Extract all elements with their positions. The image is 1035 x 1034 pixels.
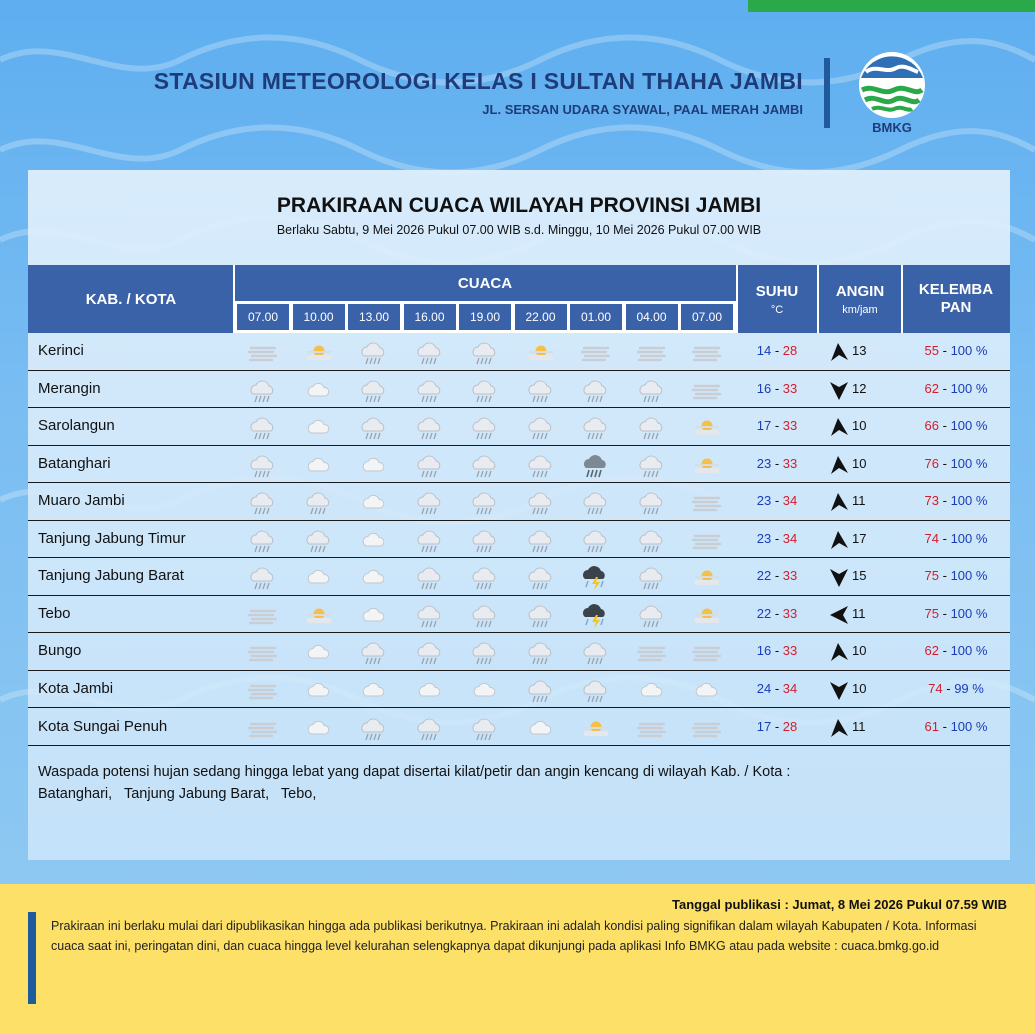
haze-icon [635,715,669,741]
humidity-max: 100 % [950,418,988,434]
temperature-range [736,531,818,546]
rain-icon [579,489,613,515]
wind [818,452,902,478]
partly-sunny-icon [579,715,613,741]
hour-label: 22.00 [515,304,567,330]
humidity-min: 76 [924,455,940,471]
humidity-max: 100 % [950,643,988,659]
cloudy-icon [413,677,447,703]
wind [818,377,902,403]
humidity-range [902,418,1010,433]
range-dash: - [771,680,783,696]
rain-icon [413,414,447,440]
range-dash: - [771,530,783,546]
table-row [28,371,1010,409]
range-dash: - [939,605,951,621]
weather-warning [38,761,918,805]
footer-accent-bar [28,912,36,1004]
temp-max: 28 [782,343,798,358]
footer-note: Prakiraan ini berlaku mulai dari dipublikasikan hingga ada publikasi berikutnya. Prakiraan ini adalah kondisi paling signifikan dalam wilayah Kabupaten / Kota. Informasi cuaca saat ini, peringatan dini, dan cuaca hingga level kelurahan selengkapnya dapat dikunjungi pada aplikasi Info BMKG atau pada website : cuaca.bmkg.go.id [51,919,977,953]
haze-icon [246,677,280,703]
haze-icon [690,639,724,665]
wind-speed: 10 [852,643,867,659]
haze-icon [690,715,724,741]
cloudy-icon [302,715,336,741]
rain-icon [246,527,280,553]
temp-max: 33 [782,418,798,434]
temp-max: 28 [782,718,798,734]
cloudy-icon [302,377,336,403]
range-dash: - [771,643,783,659]
rain-icon [524,414,558,440]
temperature-range [736,381,818,396]
humidity-range [902,493,1010,508]
header-angin-unit: km/jam [842,303,878,316]
wind [818,677,902,703]
region-name: Tanjung Jabung Barat [38,567,184,585]
wind [818,489,902,515]
humidity-max: 100 % [950,455,988,471]
header-suhu-label: SUHU [755,282,799,300]
humidity-max: 99 % [954,680,984,696]
rain-icon [524,489,558,515]
temp-min: 23 [756,493,772,509]
cloudy-icon [302,564,336,590]
rain-icon [246,452,280,478]
temp-min: 24 [756,680,772,696]
cloudy-icon [357,527,391,553]
temp-max: 34 [782,493,798,509]
header-kelembapan [902,265,1010,333]
rain-icon [468,639,502,665]
wind [818,339,902,365]
rain-icon [413,715,447,741]
wind-arrow-icon [828,641,850,663]
header-kab-kota: KAB. / KOTA [85,290,177,308]
rain-icon [579,377,613,403]
temp-max: 34 [782,530,798,546]
hour-label: 13.00 [348,304,400,330]
wind [818,715,902,741]
region-name: Batanghari [38,454,111,472]
rain-icon [246,377,280,403]
temp-min: 22 [756,605,772,621]
cloudy-icon [635,677,669,703]
rain-icon [579,527,613,553]
humidity-range [902,643,1010,658]
header [0,50,1035,140]
wind-speed: 10 [852,455,867,471]
header-suhu-unit: °C [770,303,784,316]
wind-arrow-icon [828,491,850,513]
thunder-icon [579,564,613,590]
humidity-range [902,456,1010,471]
range-dash: - [771,418,783,434]
range-dash: - [771,380,783,396]
rain-icon [357,339,391,365]
haze-icon [635,339,669,365]
rain-icon [413,527,447,553]
humidity-range [902,531,1010,546]
region-name: Kota Jambi [38,679,114,697]
haze-icon [246,715,280,741]
header-kelembapan-line1: KELEMBA [918,281,994,298]
temperature-range [736,343,818,358]
rain-icon [635,414,669,440]
rain-icon [413,602,447,628]
humidity-max: 100 % [950,343,988,358]
humidity-range [902,568,1010,583]
rain-icon [524,602,558,628]
rain-icon [246,564,280,590]
temperature-range [736,493,818,508]
rain-icon [468,452,502,478]
hour-columns [234,301,736,333]
temp-min: 17 [756,718,772,734]
forecast-validity: Berlaku Sabtu, 9 Mei 2026 Pukul 07.00 WIB s.d. Minggu, 10 Mei 2026 Pukul 07.00 WIB [276,223,762,237]
haze-icon [690,339,724,365]
temp-min: 23 [756,455,772,471]
wind [818,414,902,440]
humidity-min: 55 [924,343,940,358]
cloudy-icon [302,639,336,665]
wind-speed: 10 [852,418,867,434]
rain-icon [524,677,558,703]
rain-icon [635,489,669,515]
table-row [28,408,1010,446]
humidity-range [902,381,1010,396]
rain-icon [302,527,336,553]
rain-icon [635,452,669,478]
rain-icon [524,639,558,665]
wind-speed: 12 [852,380,867,396]
humidity-min: 62 [924,380,940,396]
temp-max: 33 [782,605,798,621]
rain-icon [579,414,613,440]
region-name: Bungo [38,642,82,660]
rain-icon [357,639,391,665]
rain-icon [468,414,502,440]
wind-speed: 11 [852,493,866,509]
humidity-max: 100 % [950,718,988,734]
table-row [28,446,1010,484]
bmkg-logo [852,50,932,136]
humidity-range [902,343,1010,358]
wind-speed: 13 [852,343,867,358]
haze-icon [246,639,280,665]
wind [818,564,902,590]
temp-max: 33 [782,643,798,659]
top-accent-bar [748,0,1035,12]
rain-icon [468,377,502,403]
range-dash: - [771,605,783,621]
region-name: Sarolangun [38,417,115,435]
rain-icon [468,527,502,553]
temperature-range [736,418,818,433]
heavy-rain-icon [579,452,613,478]
rain-icon [635,602,669,628]
wind-arrow-icon [828,604,850,626]
table-row [28,709,1010,747]
rain-icon [468,339,502,365]
humidity-min: 66 [924,418,940,434]
bmkg-logo-icon [852,50,932,120]
rain-icon [302,489,336,515]
rain-icon [246,414,280,440]
humidity-min: 75 [924,568,940,584]
rain-icon [357,715,391,741]
temp-max: 33 [782,380,798,396]
partly-sunny-icon [690,602,724,628]
header-angin [818,265,902,333]
rain-icon [635,564,669,590]
header-suhu [736,265,818,333]
station-address: JL. SERSAN UDARA SYAWAL, PAAL MERAH JAMBI [482,102,803,117]
rain-icon [468,564,502,590]
range-dash: - [771,718,783,734]
humidity-max: 100 % [950,493,988,509]
temperature-range [736,606,818,621]
rain-icon [468,489,502,515]
partly-sunny-icon [302,339,336,365]
partly-sunny-icon [524,339,558,365]
table-row [28,521,1010,559]
temperature-range [736,719,818,734]
wind-speed: 11 [852,718,866,734]
range-dash: - [771,343,783,358]
partly-sunny-icon [690,452,724,478]
temperature-range [736,456,818,471]
table-row [28,633,1010,671]
temp-min: 14 [756,343,772,358]
humidity-min: 73 [924,493,940,509]
humidity-min: 74 [924,530,940,546]
header-kelembapan-line2: PAN [940,299,972,316]
wind-arrow-icon [828,529,850,551]
temperature-range [736,643,818,658]
cloudy-icon [524,715,558,741]
range-dash: - [939,380,951,396]
rain-icon [468,715,502,741]
range-dash: - [939,643,951,659]
haze-icon [246,602,280,628]
warning-text: Waspada potensi hujan sedang hingga lebat yang dapat disertai kilat/petir dan angin kencang di wilayah Kab. / Kota : [38,764,791,780]
humidity-range [902,606,1010,621]
wind-speed: 11 [852,605,866,621]
humidity-min: 74 [928,680,943,696]
partly-sunny-icon [690,564,724,590]
cloudy-icon [357,602,391,628]
thunder-icon [579,602,613,628]
haze-icon [635,639,669,665]
cloudy-icon [357,564,391,590]
table-row [28,671,1010,709]
rain-icon [579,639,613,665]
hour-label: 19.00 [459,304,511,330]
rain-icon [357,377,391,403]
hour-label: 16.00 [404,304,456,330]
forecast-title: PRAKIRAAN CUACA WILAYAH PROVINSI JAMBI [276,194,762,217]
station-name: STASIUN METEOROLOGI KELAS I SULTAN THAHA JAMBI [153,68,803,94]
cloudy-icon [357,489,391,515]
header-angin-label: ANGIN [835,282,885,300]
wind-speed: 15 [852,568,867,584]
range-dash: - [939,718,951,734]
humidity-max: 100 % [950,530,988,546]
range-dash: - [771,455,783,471]
partly-sunny-icon [690,414,724,440]
rain-icon [635,377,669,403]
range-dash: - [771,493,783,509]
cloudy-icon [302,677,336,703]
footer [0,884,1035,1034]
hour-label: 04.00 [626,304,678,330]
cloudy-icon [357,677,391,703]
region-name: Kerinci [38,342,84,359]
table-row [28,483,1010,521]
wind-arrow-icon [828,416,850,438]
temp-max: 33 [782,568,798,584]
temp-min: 22 [756,568,772,584]
range-dash: - [939,418,951,434]
temp-min: 17 [756,418,772,434]
wind-arrow-icon [828,679,850,701]
humidity-min: 75 [924,605,940,621]
range-dash: - [939,455,951,471]
haze-icon [690,527,724,553]
region-name: Muaro Jambi [38,492,125,510]
cloudy-icon [302,414,336,440]
region-name: Kota Sungai Penuh [38,717,168,735]
temperature-range [736,568,818,583]
rain-icon [413,564,447,590]
haze-icon [690,377,724,403]
range-dash: - [939,343,951,358]
humidity-min: 62 [924,643,940,659]
wind [818,602,902,628]
temp-min: 16 [756,380,772,396]
wind-arrow-icon [828,566,850,588]
humidity-max: 100 % [950,605,988,621]
wind [818,527,902,553]
wind-arrow-icon [828,341,850,363]
hour-label: 07.00 [681,304,733,330]
rain-icon [524,377,558,403]
header-divider [824,58,830,128]
humidity-min: 61 [924,718,940,734]
cloudy-icon [357,452,391,478]
range-dash: - [942,680,955,696]
temp-max: 34 [782,680,798,696]
rain-icon [524,452,558,478]
rain-icon [357,414,391,440]
cloudy-icon [690,677,724,703]
rain-icon [246,489,280,515]
table-row [28,333,1010,371]
wind-arrow-icon [828,717,850,739]
wind-arrow-icon [828,379,850,401]
table-row [28,596,1010,634]
rain-icon [579,677,613,703]
region-name: Tanjung Jabung Timur [38,529,186,547]
rain-icon [524,527,558,553]
wind-arrow-icon [828,454,850,476]
temperature-range [736,681,818,696]
cloudy-icon [302,452,336,478]
range-dash: - [771,568,783,584]
hour-label: 10.00 [293,304,345,330]
range-dash: - [939,493,951,509]
region-name: Merangin [38,379,101,397]
rain-icon [413,377,447,403]
temp-max: 33 [782,455,798,471]
header-cuaca: CUACA [457,274,513,292]
wind-speed: 10 [852,680,867,696]
humidity-range [902,719,1010,734]
rain-icon [413,339,447,365]
publication-date: Tanggal publikasi : Jumat, 8 Mei 2026 Pukul 07.59 WIB [672,897,1007,912]
temp-min: 16 [756,643,772,659]
hour-label: 07.00 [237,304,289,330]
rain-icon [413,452,447,478]
bmkg-logo-text: BMKG [872,120,912,135]
rain-icon [413,489,447,515]
table-header [28,265,1010,333]
haze-icon [579,339,613,365]
range-dash: - [939,530,951,546]
range-dash: - [939,568,951,584]
rain-icon [413,639,447,665]
hour-label: 01.00 [570,304,622,330]
haze-icon [246,339,280,365]
temp-min: 23 [756,530,772,546]
haze-icon [690,489,724,515]
warning-areas: Batanghari, Tanjung Jabung Barat, Tebo, [38,786,317,802]
rain-icon [524,564,558,590]
rain-icon [468,602,502,628]
wind [818,639,902,665]
table-row [28,558,1010,596]
humidity-range [902,681,1010,696]
rain-icon [635,527,669,553]
humidity-max: 100 % [950,380,988,396]
region-name: Tebo [38,604,71,622]
cloudy-icon [468,677,502,703]
wind-speed: 17 [852,530,867,546]
humidity-max: 100 % [950,568,988,584]
partly-sunny-icon [302,602,336,628]
